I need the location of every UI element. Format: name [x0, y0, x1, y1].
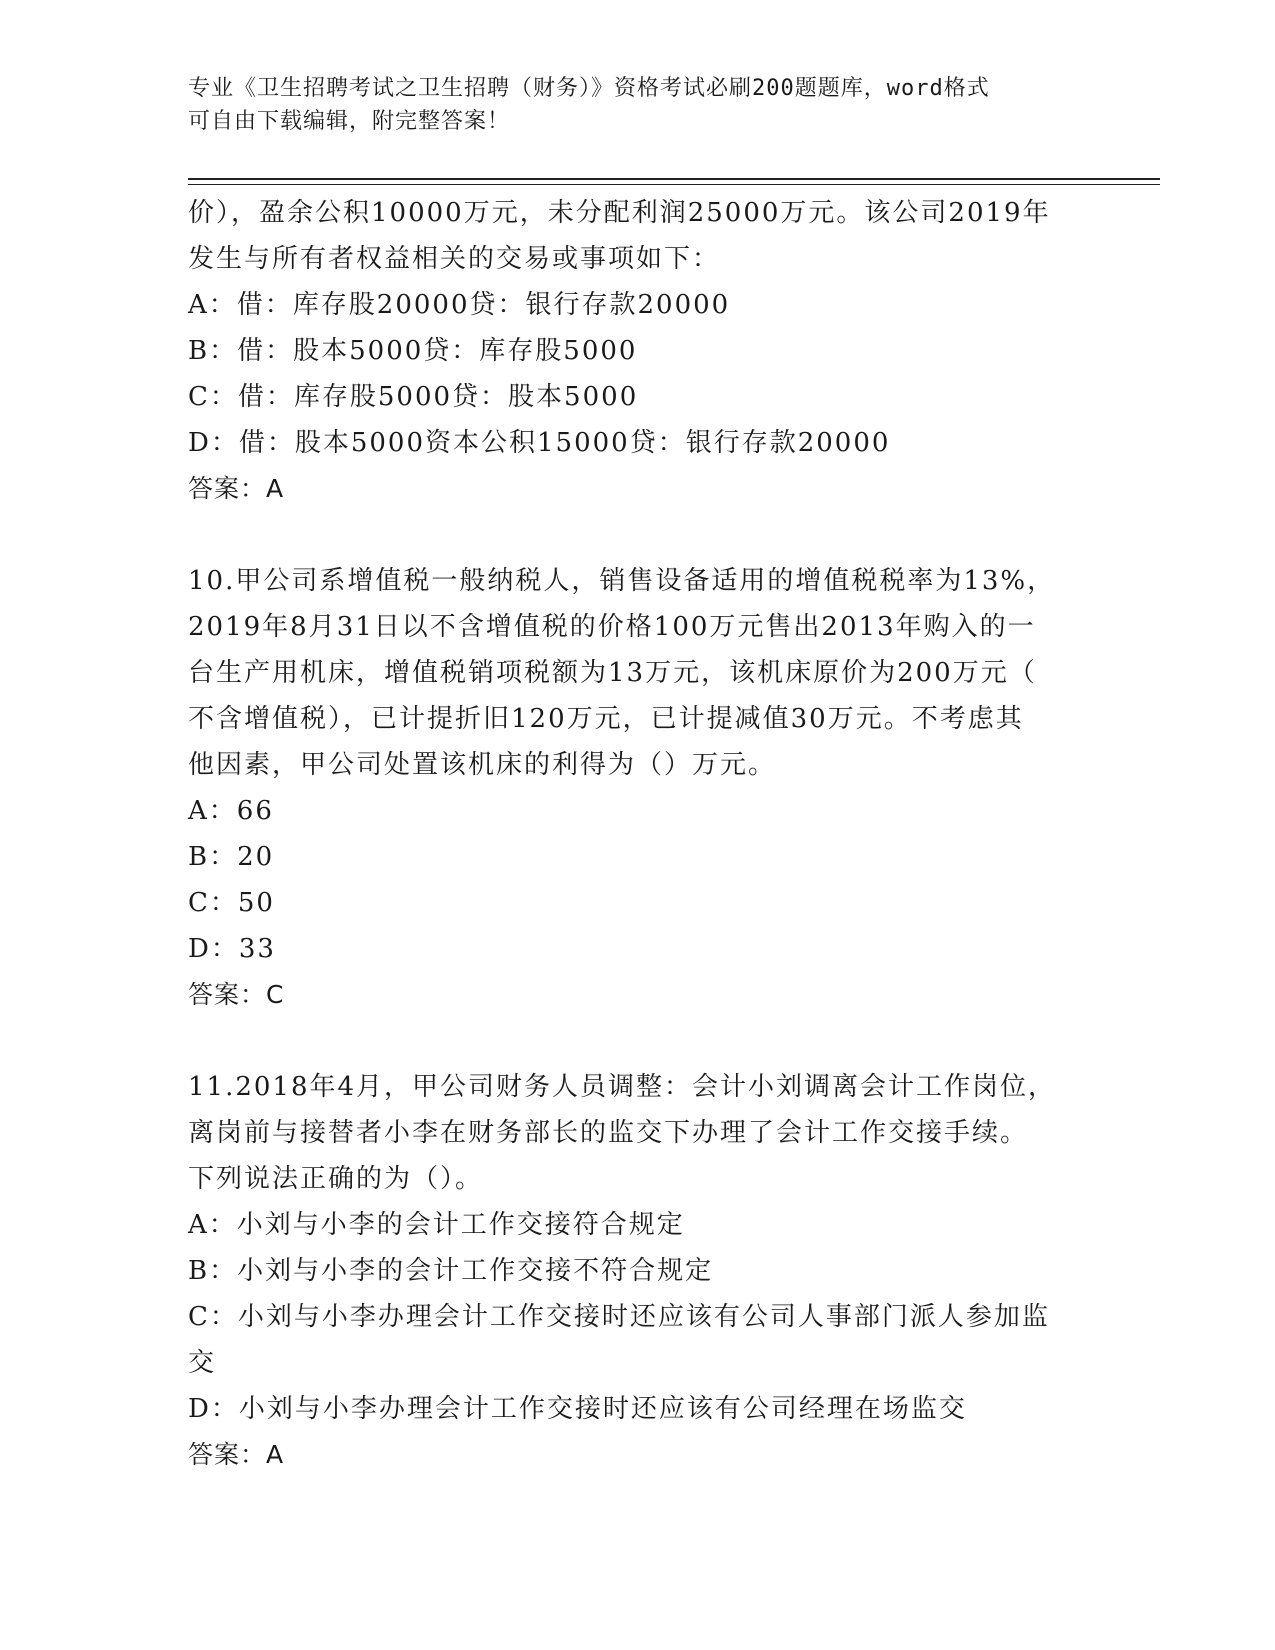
question-text-line: 11.2018年4月，甲公司财务人员调整：会计小刘调离会计工作岗位， — [188, 1072, 1057, 1102]
answer-label: 答案：A — [188, 1440, 285, 1469]
option-a: A：小刘与小李的会计工作交接符合规定 — [188, 1210, 685, 1240]
option-c: C：50 — [188, 888, 275, 918]
header-divider-thin — [188, 184, 1160, 185]
option-b: B：小刘与小李的会计工作交接不符合规定 — [188, 1256, 714, 1286]
question-9-continued — [188, 190, 1088, 512]
option-d: D：33 — [188, 934, 276, 964]
option-b: B：借：股本5000贷：库存股5000 — [188, 336, 638, 366]
document-body — [188, 190, 1088, 1478]
question-gap — [188, 512, 1088, 558]
question-text-line: 10.甲公司系增值税一般纳税人，销售设备适用的增值税税率为13%， — [188, 566, 1056, 596]
option-c: C：小刘与小李办理会计工作交接时还应该有公司人事部门派人参加监 — [188, 1302, 1050, 1332]
question-10 — [188, 558, 1088, 1018]
option-c: C：借：库存股5000贷：股本5000 — [188, 382, 639, 412]
question-text-line: 2019年8月31日以不含增值税的价格100万元售出2013年购入的一 — [188, 612, 1036, 642]
answer-label: 答案：C — [188, 980, 285, 1009]
answer-label: 答案：A — [188, 474, 285, 503]
question-text-line: 台生产用机床，增值税销项税额为13万元，该机床原价为200万元（ — [188, 658, 1037, 688]
header-title-line-1: 专业《卫生招聘考试之卫生招聘（财务）》资格考试必刷200题题库，word格式 — [188, 76, 990, 101]
option-c-continued: 交 — [188, 1348, 217, 1378]
question-11 — [188, 1064, 1088, 1478]
header-divider-thick — [188, 178, 1160, 180]
question-text-line: 下列说法正确的为（）。 — [188, 1164, 484, 1194]
question-text-line: 不含增值税），已计提折旧120万元，已计提减值30万元。不考虑其 — [188, 704, 1024, 734]
header-title-line-2: 可自由下载编辑，附完整答案！ — [188, 109, 511, 134]
question-gap — [188, 1018, 1088, 1064]
option-b: B：20 — [188, 842, 275, 872]
document-header — [188, 72, 1068, 138]
question-text-line: 发生与所有者权益相关的交易或事项如下： — [188, 244, 721, 274]
question-text-line: 他因素，甲公司处置该机床的利得为（）万元。 — [188, 750, 777, 780]
option-d: D：小刘与小李办理会计工作交接时还应该有公司经理在场监交 — [188, 1394, 967, 1424]
option-a: A：66 — [188, 796, 274, 826]
question-text-line: 价），盈余公积10000万元，未分配利润25000万元。该公司2019年 — [188, 198, 1051, 228]
question-text-line: 离岗前与接替者小李在财务部长的监交下办理了会计工作交接手续。 — [188, 1118, 1029, 1148]
option-a: A：借：库存股20000贷：银行存款20000 — [188, 290, 731, 320]
option-d: D：借：股本5000资本公积15000贷：银行存款20000 — [188, 428, 891, 458]
